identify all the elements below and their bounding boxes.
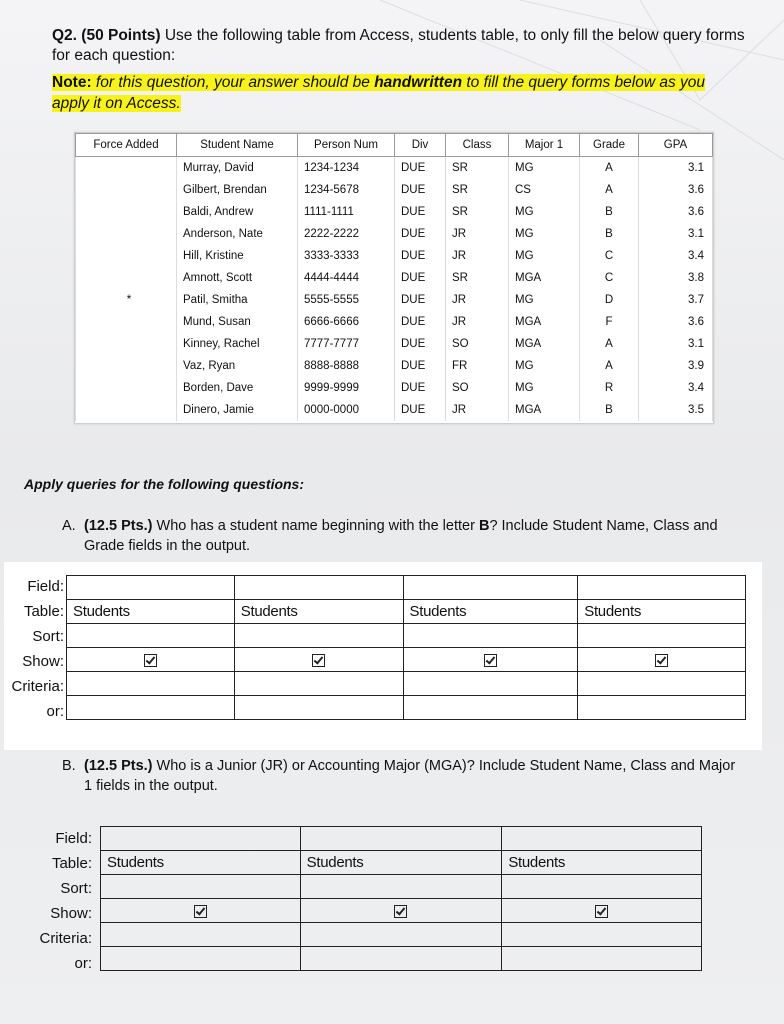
student-name-cell[interactable]: Anderson, Nate bbox=[177, 223, 298, 245]
show-checkbox[interactable] bbox=[655, 654, 668, 667]
criteria-cell[interactable] bbox=[67, 672, 235, 696]
field-cell[interactable] bbox=[67, 576, 235, 600]
gpa-cell[interactable]: 3.1 bbox=[639, 157, 713, 180]
question-a-text-post: ? Include Student Name, Class and Grade fields in the output. bbox=[84, 518, 718, 554]
table-row[interactable] bbox=[76, 289, 713, 311]
student-name-cell[interactable]: Dinero, Jamie bbox=[177, 399, 298, 421]
note-text-pre: for this question, your answer should be bbox=[95, 74, 375, 91]
student-name-cell[interactable]: Gilbert, Brendan bbox=[177, 179, 298, 201]
criteria-cell[interactable] bbox=[234, 672, 403, 696]
major-cell[interactable]: MGA bbox=[509, 267, 580, 289]
question-b-points: (12.5 Pts.) bbox=[84, 758, 153, 774]
question-b bbox=[62, 756, 762, 796]
question-points: (50 Points) bbox=[81, 27, 161, 44]
person-num-cell[interactable]: 1234-5678 bbox=[298, 179, 395, 201]
show-checkbox[interactable] bbox=[484, 654, 497, 667]
column-header[interactable]: Grade bbox=[580, 134, 639, 157]
question-text: Use the following table from Access, students table, to only fill the below query forms for each question: bbox=[52, 27, 745, 64]
force-added-cell[interactable] bbox=[76, 223, 177, 245]
grade-cell[interactable]: F bbox=[580, 311, 639, 333]
table-row[interactable] bbox=[76, 355, 713, 377]
column-header[interactable]: GPA bbox=[639, 134, 713, 157]
column-header[interactable]: Force Added bbox=[76, 134, 177, 157]
table-cell[interactable]: Students bbox=[234, 600, 403, 624]
table-row[interactable] bbox=[76, 267, 713, 289]
major-cell[interactable]: MG bbox=[509, 289, 580, 311]
question-a-label: A. bbox=[62, 518, 76, 534]
major-cell[interactable]: MG bbox=[509, 223, 580, 245]
field-label: Field: bbox=[27, 578, 64, 595]
criteria-row bbox=[101, 923, 702, 947]
grade-cell[interactable]: A bbox=[580, 157, 639, 180]
grade-cell[interactable]: R bbox=[580, 377, 639, 399]
field-cell[interactable] bbox=[578, 576, 746, 600]
column-header[interactable]: Div bbox=[395, 134, 446, 157]
class-cell[interactable]: SO bbox=[446, 333, 509, 355]
table-header-row bbox=[76, 134, 713, 157]
sort-label: Sort: bbox=[32, 628, 64, 645]
or-cell[interactable] bbox=[67, 696, 235, 720]
column-header[interactable]: Person Num bbox=[298, 134, 395, 157]
gpa-cell[interactable]: 3.6 bbox=[639, 201, 713, 223]
question-a-points: (12.5 Pts.) bbox=[84, 518, 153, 534]
div-cell[interactable]: DUE bbox=[395, 355, 446, 377]
person-num-cell[interactable]: 3333-3333 bbox=[298, 245, 395, 267]
person-num-cell[interactable]: 4444-4444 bbox=[298, 267, 395, 289]
div-cell[interactable]: DUE bbox=[395, 201, 446, 223]
field-cell[interactable] bbox=[300, 827, 502, 851]
student-name-cell[interactable]: Mund, Susan bbox=[177, 311, 298, 333]
div-cell[interactable]: DUE bbox=[395, 245, 446, 267]
force-added-cell[interactable] bbox=[76, 267, 177, 289]
force-added-cell[interactable] bbox=[76, 311, 177, 333]
grade-cell[interactable]: C bbox=[580, 245, 639, 267]
class-cell[interactable]: JR bbox=[446, 399, 509, 421]
sort-cell[interactable] bbox=[502, 875, 702, 899]
or-cell[interactable] bbox=[234, 696, 403, 720]
sort-cell[interactable] bbox=[101, 875, 301, 899]
force-added-cell[interactable]: * bbox=[76, 289, 177, 311]
class-cell[interactable]: JR bbox=[446, 245, 509, 267]
div-cell[interactable]: DUE bbox=[395, 267, 446, 289]
force-added-cell[interactable] bbox=[76, 399, 177, 421]
column-header[interactable]: Student Name bbox=[177, 134, 298, 157]
field-cell[interactable] bbox=[101, 827, 301, 851]
sort-cell[interactable] bbox=[578, 624, 746, 648]
criteria-cell[interactable] bbox=[101, 923, 301, 947]
criteria-cell[interactable] bbox=[578, 672, 746, 696]
grade-cell[interactable]: C bbox=[580, 267, 639, 289]
grade-cell[interactable]: B bbox=[580, 223, 639, 245]
note bbox=[52, 72, 742, 114]
grade-cell[interactable]: A bbox=[580, 333, 639, 355]
note-label: Note: bbox=[52, 74, 92, 91]
gpa-cell[interactable]: 3.8 bbox=[639, 267, 713, 289]
or-label: or: bbox=[74, 955, 92, 972]
major-cell[interactable]: MG bbox=[509, 201, 580, 223]
question-a-letter: B bbox=[478, 518, 490, 534]
student-name-cell[interactable]: Hill, Kristine bbox=[177, 245, 298, 267]
show-cell bbox=[101, 899, 301, 923]
force-added-cell[interactable] bbox=[76, 245, 177, 267]
table-row bbox=[67, 600, 746, 624]
student-name-cell[interactable]: Murray, David bbox=[177, 157, 298, 180]
class-cell[interactable]: JR bbox=[446, 311, 509, 333]
div-cell[interactable]: DUE bbox=[395, 377, 446, 399]
table-row[interactable] bbox=[76, 377, 713, 399]
gpa-cell[interactable]: 3.1 bbox=[639, 223, 713, 245]
field-cell[interactable] bbox=[403, 576, 578, 600]
div-cell[interactable]: DUE bbox=[395, 223, 446, 245]
table-row bbox=[101, 851, 702, 875]
person-num-cell[interactable]: 1234-1234 bbox=[298, 157, 395, 180]
field-cell[interactable] bbox=[502, 827, 702, 851]
person-num-cell[interactable]: 9999-9999 bbox=[298, 377, 395, 399]
apply-queries-heading: Apply queries for the following questions: bbox=[24, 476, 305, 492]
person-num-cell[interactable]: 1111-1111 bbox=[298, 201, 395, 223]
table-cell[interactable]: Students bbox=[67, 600, 235, 624]
sort-row bbox=[67, 624, 746, 648]
force-added-cell[interactable] bbox=[76, 201, 177, 223]
table-row[interactable] bbox=[76, 399, 713, 421]
gpa-cell[interactable]: 3.1 bbox=[639, 333, 713, 355]
question-a bbox=[62, 516, 752, 556]
criteria-cell[interactable] bbox=[403, 672, 578, 696]
field-cell[interactable] bbox=[234, 576, 403, 600]
person-num-cell[interactable]: 5555-5555 bbox=[298, 289, 395, 311]
sort-cell[interactable] bbox=[403, 624, 578, 648]
show-cell bbox=[403, 648, 578, 672]
table-cell[interactable]: Students bbox=[403, 600, 578, 624]
class-cell[interactable]: SR bbox=[446, 201, 509, 223]
gpa-cell[interactable]: 3.6 bbox=[639, 311, 713, 333]
criteria-cell[interactable] bbox=[300, 923, 502, 947]
major-cell[interactable]: MG bbox=[509, 245, 580, 267]
show-row bbox=[67, 648, 746, 672]
table-row[interactable] bbox=[76, 245, 713, 267]
person-num-cell[interactable]: 0000-0000 bbox=[298, 399, 395, 421]
sort-label: Sort: bbox=[60, 880, 92, 897]
student-name-cell[interactable]: Baldi, Andrew bbox=[177, 201, 298, 223]
criteria-label: Criteria: bbox=[39, 930, 92, 947]
student-name-cell[interactable]: Kinney, Rachel bbox=[177, 333, 298, 355]
table-cell[interactable]: Students bbox=[300, 851, 502, 875]
gpa-cell[interactable]: 3.4 bbox=[639, 245, 713, 267]
query-grid-b-labels bbox=[30, 826, 92, 976]
class-cell[interactable]: JR bbox=[446, 289, 509, 311]
force-added-cell[interactable] bbox=[76, 377, 177, 399]
grade-cell[interactable]: A bbox=[580, 355, 639, 377]
div-cell[interactable]: DUE bbox=[395, 311, 446, 333]
sort-cell[interactable] bbox=[234, 624, 403, 648]
gpa-cell[interactable]: 3.7 bbox=[639, 289, 713, 311]
students-table bbox=[75, 133, 713, 421]
major-cell[interactable]: MGA bbox=[509, 311, 580, 333]
field-row bbox=[67, 576, 746, 600]
table-cell[interactable]: Students bbox=[101, 851, 301, 875]
field-label: Field: bbox=[55, 830, 92, 847]
student-name-cell[interactable]: Amnott, Scott bbox=[177, 267, 298, 289]
or-row bbox=[67, 696, 746, 720]
column-header[interactable]: Class bbox=[446, 134, 509, 157]
sort-row bbox=[101, 875, 702, 899]
class-cell[interactable]: FR bbox=[446, 355, 509, 377]
show-cell bbox=[502, 899, 702, 923]
grade-cell[interactable]: B bbox=[580, 201, 639, 223]
table-cell[interactable]: Students bbox=[578, 600, 746, 624]
table-row[interactable] bbox=[76, 311, 713, 333]
div-cell[interactable]: DUE bbox=[395, 157, 446, 180]
major-cell[interactable]: CS bbox=[509, 179, 580, 201]
person-num-cell[interactable]: 8888-8888 bbox=[298, 355, 395, 377]
column-header[interactable]: Major 1 bbox=[509, 134, 580, 157]
or-cell[interactable] bbox=[502, 947, 702, 971]
table-row[interactable] bbox=[76, 179, 713, 201]
criteria-cell[interactable] bbox=[502, 923, 702, 947]
or-cell[interactable] bbox=[101, 947, 301, 971]
note-text-post: to fill the query forms below as you apply it on Access. bbox=[52, 74, 706, 112]
field-row bbox=[101, 827, 702, 851]
grade-cell[interactable]: D bbox=[580, 289, 639, 311]
person-num-cell[interactable]: 7777-7777 bbox=[298, 333, 395, 355]
table-row[interactable] bbox=[76, 223, 713, 245]
or-cell[interactable] bbox=[403, 696, 578, 720]
sort-cell[interactable] bbox=[67, 624, 235, 648]
class-cell[interactable]: JR bbox=[446, 223, 509, 245]
major-cell[interactable]: MGA bbox=[509, 399, 580, 421]
person-num-cell[interactable]: 2222-2222 bbox=[298, 223, 395, 245]
question-b-text: Who is a Junior (JR) or Accounting Major (MGA)? Include Student Name, Class and Major 1 fields in the output. bbox=[84, 758, 736, 794]
table-row[interactable] bbox=[76, 157, 713, 180]
show-checkbox[interactable] bbox=[144, 654, 157, 667]
show-cell bbox=[578, 648, 746, 672]
div-cell[interactable]: DUE bbox=[395, 289, 446, 311]
question-title bbox=[52, 26, 762, 66]
gpa-cell[interactable]: 3.6 bbox=[639, 179, 713, 201]
table-cell[interactable]: Students bbox=[502, 851, 702, 875]
table-row[interactable] bbox=[76, 333, 713, 355]
class-cell[interactable]: SR bbox=[446, 267, 509, 289]
or-cell[interactable] bbox=[300, 947, 502, 971]
question-a-text-pre: Who has a student name beginning with the letter bbox=[152, 518, 479, 534]
force-added-cell[interactable] bbox=[76, 157, 177, 180]
query-grid-a-labels bbox=[4, 574, 64, 724]
div-cell[interactable]: DUE bbox=[395, 333, 446, 355]
sort-cell[interactable] bbox=[300, 875, 502, 899]
table-label: Table: bbox=[23, 603, 64, 620]
class-cell[interactable]: SR bbox=[446, 179, 509, 201]
grade-cell[interactable]: A bbox=[580, 179, 639, 201]
gpa-cell[interactable]: 3.4 bbox=[639, 377, 713, 399]
or-label: or: bbox=[46, 703, 64, 720]
student-name-cell[interactable]: Borden, Dave bbox=[177, 377, 298, 399]
criteria-label: Criteria: bbox=[11, 678, 64, 695]
access-students-table bbox=[74, 132, 714, 424]
gpa-cell[interactable]: 3.9 bbox=[639, 355, 713, 377]
major-cell[interactable]: MG bbox=[509, 355, 580, 377]
div-cell[interactable]: DUE bbox=[395, 179, 446, 201]
grade-cell[interactable]: B bbox=[580, 399, 639, 421]
gpa-cell[interactable]: 3.5 bbox=[639, 399, 713, 421]
major-cell[interactable]: MGA bbox=[509, 333, 580, 355]
criteria-row bbox=[67, 672, 746, 696]
force-added-cell[interactable] bbox=[76, 179, 177, 201]
show-cell bbox=[67, 648, 235, 672]
class-cell[interactable]: SO bbox=[446, 377, 509, 399]
force-added-cell[interactable] bbox=[76, 333, 177, 355]
show-checkbox[interactable] bbox=[595, 905, 608, 918]
major-cell[interactable]: MG bbox=[509, 157, 580, 180]
person-num-cell[interactable]: 6666-6666 bbox=[298, 311, 395, 333]
or-row bbox=[101, 947, 702, 971]
table-row[interactable] bbox=[76, 201, 713, 223]
show-label: Show: bbox=[22, 653, 64, 670]
question-number: Q2. bbox=[52, 27, 77, 44]
class-cell[interactable]: SR bbox=[446, 157, 509, 180]
show-cell bbox=[300, 899, 502, 923]
show-checkbox[interactable] bbox=[194, 905, 207, 918]
question-b-label: B. bbox=[62, 758, 76, 774]
show-checkbox[interactable] bbox=[312, 654, 325, 667]
show-label: Show: bbox=[50, 905, 92, 922]
note-text-bold: handwritten bbox=[374, 74, 463, 91]
show-checkbox[interactable] bbox=[394, 905, 407, 918]
or-cell[interactable] bbox=[578, 696, 746, 720]
table-label: Table: bbox=[51, 855, 92, 872]
force-added-cell[interactable] bbox=[76, 355, 177, 377]
show-cell bbox=[234, 648, 403, 672]
show-row bbox=[101, 899, 702, 923]
student-name-cell[interactable]: Vaz, Ryan bbox=[177, 355, 298, 377]
student-name-cell[interactable]: Patil, Smitha bbox=[177, 289, 298, 311]
query-grid-b bbox=[100, 826, 702, 971]
query-grid-a bbox=[66, 575, 746, 720]
major-cell[interactable]: MG bbox=[509, 377, 580, 399]
div-cell[interactable]: DUE bbox=[395, 399, 446, 421]
